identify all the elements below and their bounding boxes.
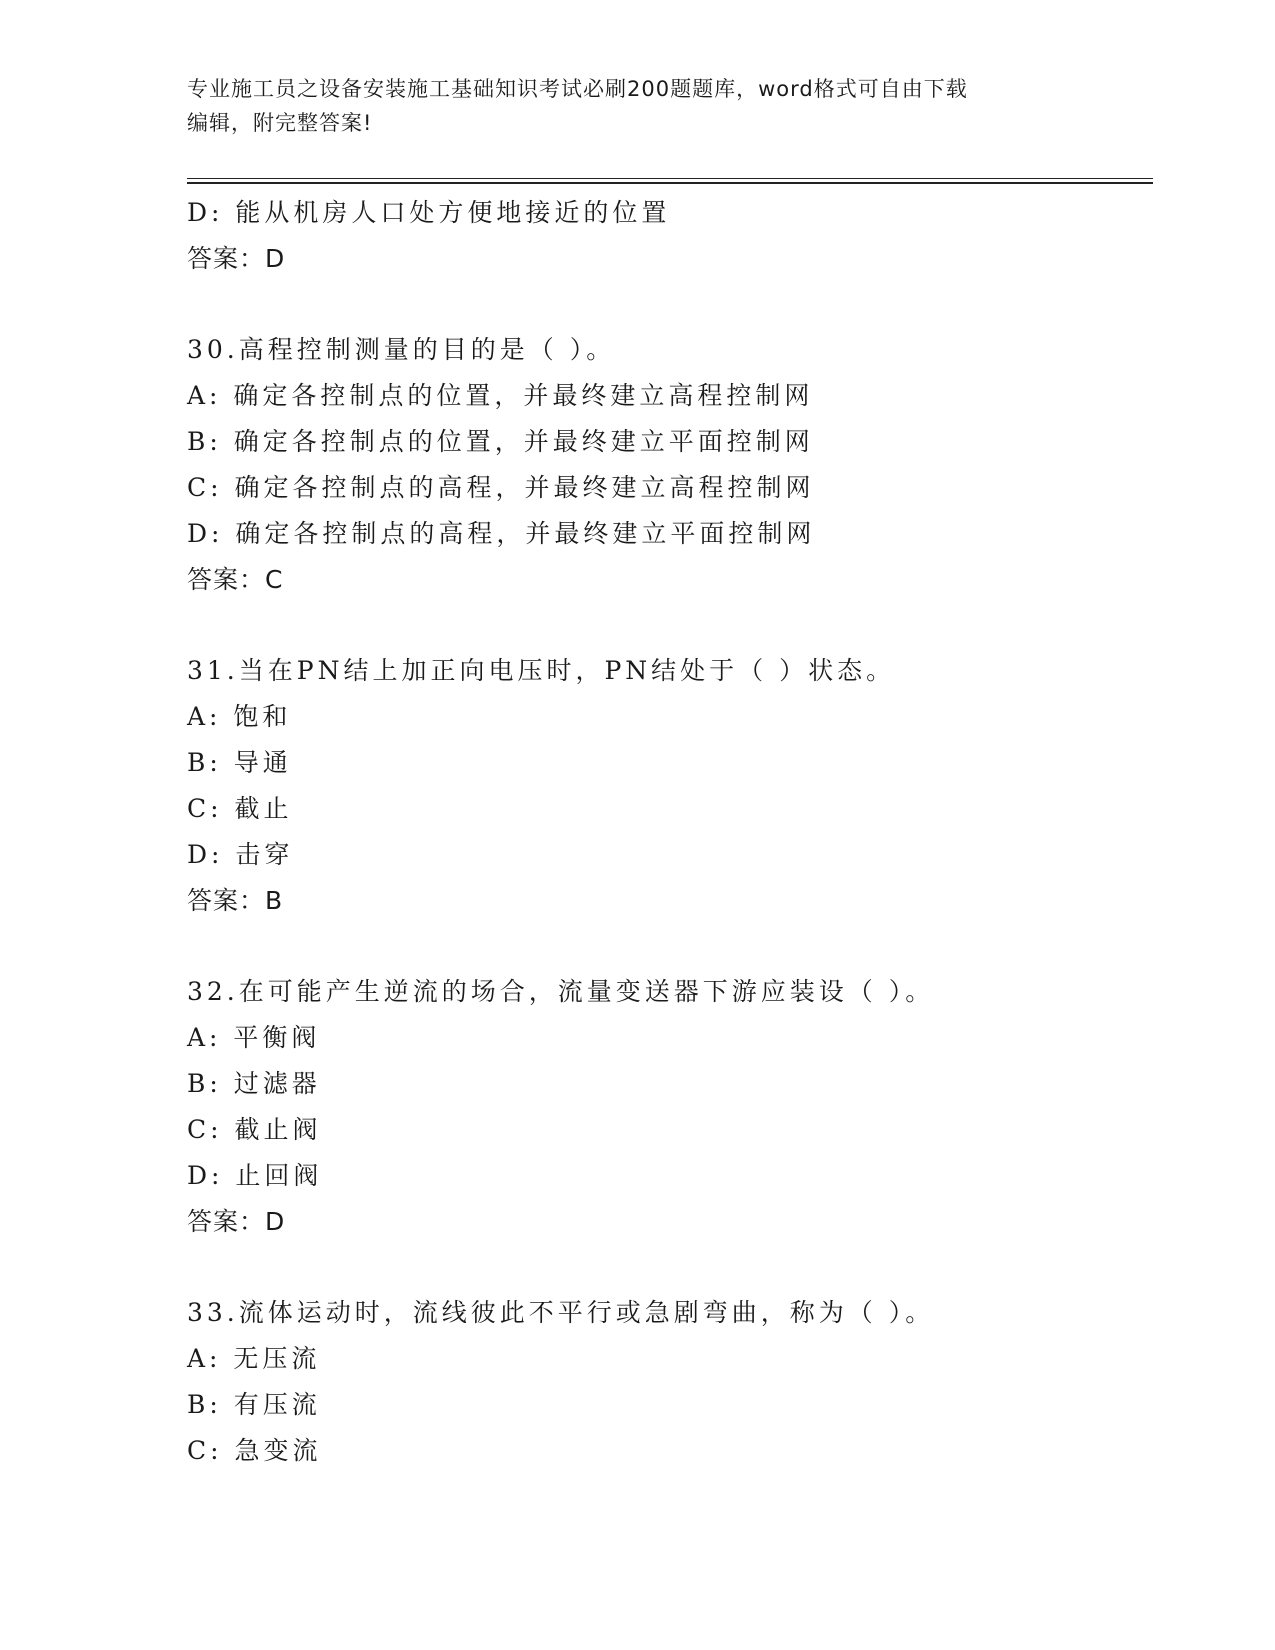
option-c: C: 截止阀 [187, 1115, 322, 1144]
question-list [187, 190, 1153, 1474]
answer-line: 答案：D [187, 244, 286, 273]
question-stem: 32.在可能产生逆流的场合，流量变送器下游应装设（ ）。 [187, 977, 935, 1006]
question-stem: 31.当在PN结上加正向电压时，PN结处于（ ）状态。 [187, 656, 896, 685]
option-a: A: 确定各控制点的位置，并最终建立高程控制网 [187, 381, 814, 410]
option-d: D: 止回阀 [187, 1161, 323, 1190]
option-b: B: 过滤器 [187, 1069, 321, 1098]
option-c: C: 确定各控制点的高程，并最终建立高程控制网 [187, 473, 815, 502]
header-divider-thin [187, 178, 1153, 179]
document-header [187, 72, 1087, 140]
question-33 [187, 1290, 1153, 1474]
question-stem: 30.高程控制测量的目的是（ ）。 [187, 335, 616, 364]
header-line-1: 专业施工员之设备安装施工基础知识考试必刷200题题库，word格式可自由下载 [187, 77, 968, 101]
option-d: D: 确定各控制点的高程，并最终建立平面控制网 [187, 519, 816, 548]
question-30 [187, 327, 1153, 603]
header-divider-thick [187, 182, 1153, 184]
header-line-2: 编辑，附完整答案! [187, 111, 373, 135]
option-b: B: 导通 [187, 748, 292, 777]
answer-line: 答案：C [187, 565, 284, 594]
option-c: C: 急变流 [187, 1436, 322, 1465]
option-b: B: 确定各控制点的位置，并最终建立平面控制网 [187, 427, 814, 456]
option-c: C: 截止 [187, 794, 293, 823]
question-32 [187, 969, 1153, 1245]
question-31 [187, 648, 1153, 924]
option-a: A: 饱和 [187, 702, 292, 731]
option-a: A: 无压流 [187, 1344, 321, 1373]
answer-line: 答案：D [187, 1207, 286, 1236]
option-b: B: 有压流 [187, 1390, 321, 1419]
option-a: A: 平衡阀 [187, 1023, 321, 1052]
answer-line: 答案：B [187, 886, 284, 915]
option-d: D: 击穿 [187, 840, 294, 869]
question-stem: 33.流体运动时，流线彼此不平行或急剧弯曲，称为（ ）。 [187, 1298, 935, 1327]
option-d: D: 能从机房人口处方便地接近的位置 [187, 198, 671, 227]
